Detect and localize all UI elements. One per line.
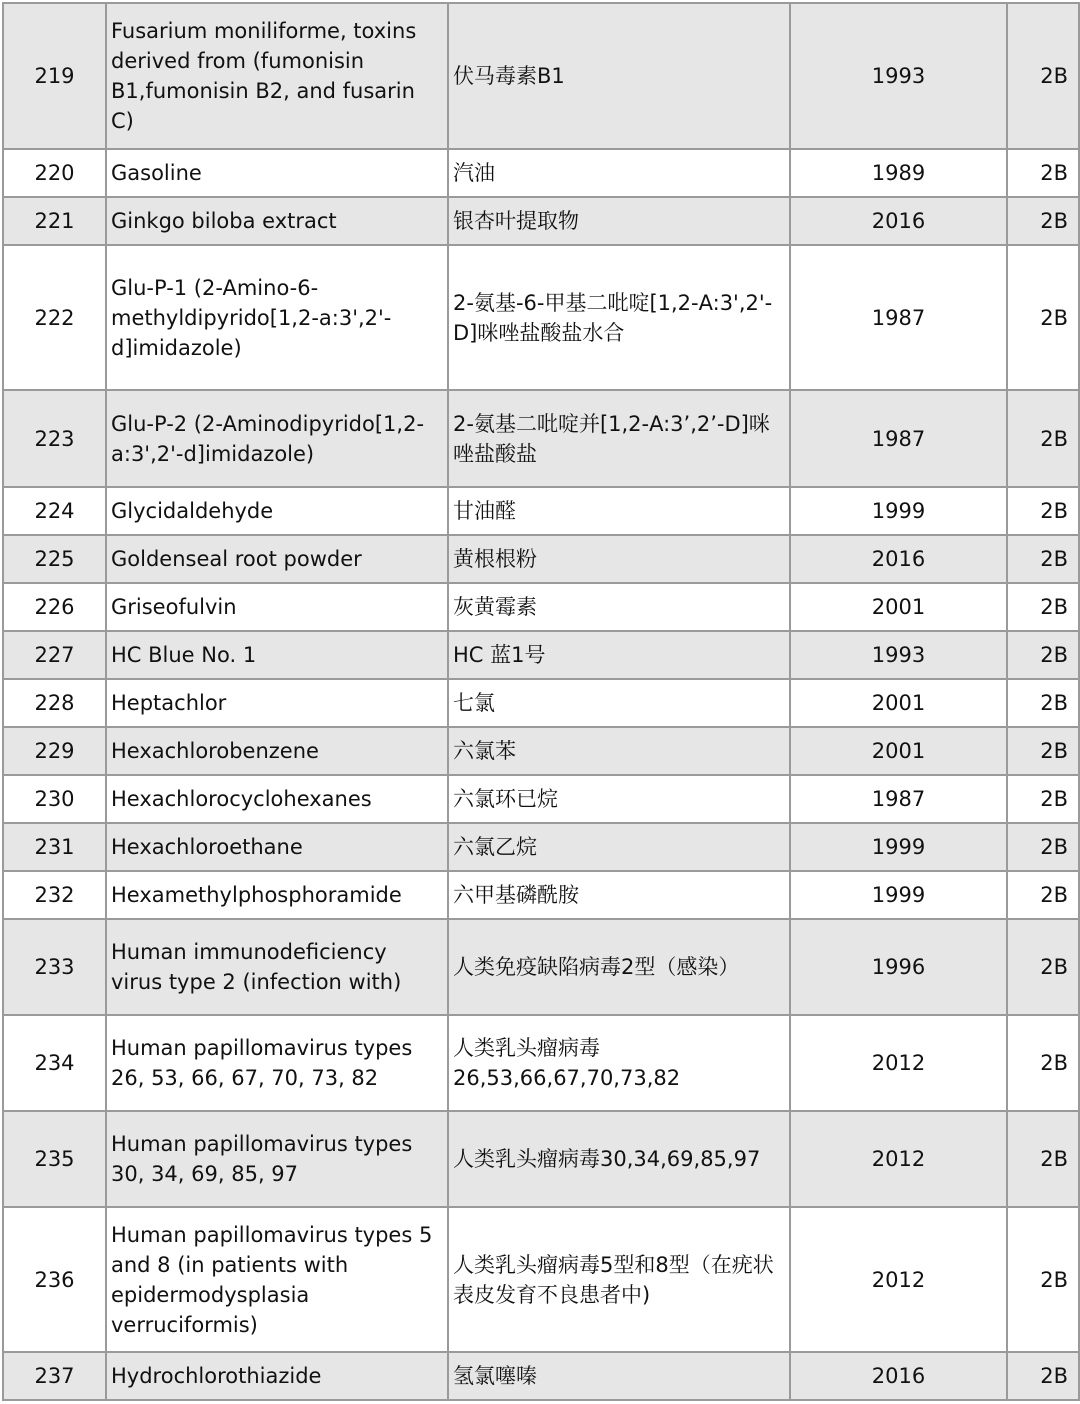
- agent-name-cn: 六氯环已烷: [448, 775, 790, 823]
- agent-name: Hydrochlorothiazide: [106, 1352, 448, 1400]
- evaluation-year: 1999: [790, 871, 1007, 919]
- agent-name-cn: 人类乳头瘤病毒30,34,69,85,97: [448, 1111, 790, 1207]
- evaluation-year: 2012: [790, 1015, 1007, 1111]
- table-row: [3, 1111, 1079, 1207]
- row-number: 226: [3, 583, 106, 631]
- table-row: [3, 631, 1079, 679]
- group-classification: 2B: [1007, 535, 1079, 583]
- agent-name-cn: 人类免疫缺陷病毒2型（感染）: [448, 919, 790, 1015]
- agent-name: Gasoline: [106, 149, 448, 197]
- group-classification: 2B: [1007, 1352, 1079, 1400]
- evaluation-year: 2012: [790, 1111, 1007, 1207]
- agent-name: HC Blue No. 1: [106, 631, 448, 679]
- row-number: 231: [3, 823, 106, 871]
- table-row: [3, 775, 1079, 823]
- agent-name: Hexamethylphosphoramide: [106, 871, 448, 919]
- evaluation-year: 1993: [790, 3, 1007, 149]
- agent-name: Human papillomavirus types 5 and 8 (in patients with epidermodysplasia verruciformis): [106, 1207, 448, 1352]
- evaluation-year: 1996: [790, 919, 1007, 1015]
- row-number: 224: [3, 487, 106, 535]
- agent-name: Heptachlor: [106, 679, 448, 727]
- agent-name: Goldenseal root powder: [106, 535, 448, 583]
- evaluation-year: 1987: [790, 245, 1007, 390]
- agent-name-cn: 2-氨基-6-甲基二吡啶[1,2-A:3',2'-D]咪唑盐酸盐水合: [448, 245, 790, 390]
- group-classification: 2B: [1007, 1111, 1079, 1207]
- agent-name-cn: 黄根根粉: [448, 535, 790, 583]
- group-classification: 2B: [1007, 390, 1079, 487]
- agent-name: Griseofulvin: [106, 583, 448, 631]
- group-classification: 2B: [1007, 679, 1079, 727]
- row-number: 222: [3, 245, 106, 390]
- evaluation-year: 1987: [790, 390, 1007, 487]
- group-classification: 2B: [1007, 1207, 1079, 1352]
- row-number: 232: [3, 871, 106, 919]
- agent-name-cn: 氢氯噻嗪: [448, 1352, 790, 1400]
- table-row: [3, 535, 1079, 583]
- table-row: [3, 149, 1079, 197]
- evaluation-year: 1999: [790, 487, 1007, 535]
- table-row: [3, 1015, 1079, 1111]
- table-row: [3, 197, 1079, 245]
- evaluation-year: 1999: [790, 823, 1007, 871]
- agent-name: Glu-P-2 (2-Aminodipyrido[1,2-a:3',2'-d]imidazole): [106, 390, 448, 487]
- group-classification: 2B: [1007, 871, 1079, 919]
- row-number: 230: [3, 775, 106, 823]
- carcinogen-table: [2, 2, 1080, 1401]
- row-number: 220: [3, 149, 106, 197]
- agent-name: Hexachlorocyclohexanes: [106, 775, 448, 823]
- evaluation-year: 1993: [790, 631, 1007, 679]
- agent-name-cn: 2-氨基二吡啶并[1,2-A:3’,2’-D]咪唑盐酸盐: [448, 390, 790, 487]
- table-row: [3, 727, 1079, 775]
- row-number: 223: [3, 390, 106, 487]
- agent-name: Human papillomavirus types 26, 53, 66, 67, 70, 73, 82: [106, 1015, 448, 1111]
- agent-name-cn: 六氯乙烷: [448, 823, 790, 871]
- agent-name-cn: 灰黄霉素: [448, 583, 790, 631]
- row-number: 229: [3, 727, 106, 775]
- evaluation-year: 1989: [790, 149, 1007, 197]
- row-number: 227: [3, 631, 106, 679]
- agent-name-cn: HC 蓝1号: [448, 631, 790, 679]
- evaluation-year: 2012: [790, 1207, 1007, 1352]
- table-row: [3, 1352, 1079, 1400]
- row-number: 234: [3, 1015, 106, 1111]
- table-row: [3, 919, 1079, 1015]
- row-number: 237: [3, 1352, 106, 1400]
- evaluation-year: 2016: [790, 535, 1007, 583]
- agent-name-cn: 六甲基磷酰胺: [448, 871, 790, 919]
- row-number: 221: [3, 197, 106, 245]
- agent-name: Glu-P-1 (2-Amino-6-methyldipyrido[1,2-a:3',2'-d]imidazole): [106, 245, 448, 390]
- group-classification: 2B: [1007, 583, 1079, 631]
- group-classification: 2B: [1007, 3, 1079, 149]
- agent-name: Fusarium moniliforme, toxins derived from (fumonisin B1,fumonisin B2, and fusarin C): [106, 3, 448, 149]
- evaluation-year: 2001: [790, 583, 1007, 631]
- agent-name-cn: 汽油: [448, 149, 790, 197]
- agent-name: Glycidaldehyde: [106, 487, 448, 535]
- table-row: [3, 487, 1079, 535]
- evaluation-year: 2001: [790, 727, 1007, 775]
- table-body: [3, 3, 1079, 1400]
- table-row: [3, 245, 1079, 390]
- group-classification: 2B: [1007, 919, 1079, 1015]
- agent-name-cn: 甘油醛: [448, 487, 790, 535]
- agent-name-cn: 人类乳头瘤病毒5型和8型（在疣状表皮发育不良患者中): [448, 1207, 790, 1352]
- group-classification: 2B: [1007, 823, 1079, 871]
- table-row: [3, 390, 1079, 487]
- group-classification: 2B: [1007, 631, 1079, 679]
- row-number: 236: [3, 1207, 106, 1352]
- agent-name-cn: 七氯: [448, 679, 790, 727]
- agent-name-cn: 伏马毒素B1: [448, 3, 790, 149]
- table-row: [3, 679, 1079, 727]
- evaluation-year: 2016: [790, 197, 1007, 245]
- group-classification: 2B: [1007, 1015, 1079, 1111]
- agent-name-cn: 六氯苯: [448, 727, 790, 775]
- table-row: [3, 3, 1079, 149]
- row-number: 228: [3, 679, 106, 727]
- table-row: [3, 1207, 1079, 1352]
- group-classification: 2B: [1007, 487, 1079, 535]
- agent-name: Human papillomavirus types 30, 34, 69, 85, 97: [106, 1111, 448, 1207]
- group-classification: 2B: [1007, 775, 1079, 823]
- agent-name: Human immunodeficiency virus type 2 (infection with): [106, 919, 448, 1015]
- table-row: [3, 823, 1079, 871]
- agent-name-cn: 银杏叶提取物: [448, 197, 790, 245]
- group-classification: 2B: [1007, 727, 1079, 775]
- table-row: [3, 871, 1079, 919]
- group-classification: 2B: [1007, 245, 1079, 390]
- group-classification: 2B: [1007, 149, 1079, 197]
- row-number: 233: [3, 919, 106, 1015]
- evaluation-year: 1987: [790, 775, 1007, 823]
- agent-name: Hexachlorobenzene: [106, 727, 448, 775]
- row-number: 235: [3, 1111, 106, 1207]
- agent-name: Hexachloroethane: [106, 823, 448, 871]
- agent-name-cn: 人类乳头瘤病毒26,53,66,67,70,73,82: [448, 1015, 790, 1111]
- table-row: [3, 583, 1079, 631]
- group-classification: 2B: [1007, 197, 1079, 245]
- row-number: 225: [3, 535, 106, 583]
- evaluation-year: 2016: [790, 1352, 1007, 1400]
- row-number: 219: [3, 3, 106, 149]
- evaluation-year: 2001: [790, 679, 1007, 727]
- agent-name: Ginkgo biloba extract: [106, 197, 448, 245]
